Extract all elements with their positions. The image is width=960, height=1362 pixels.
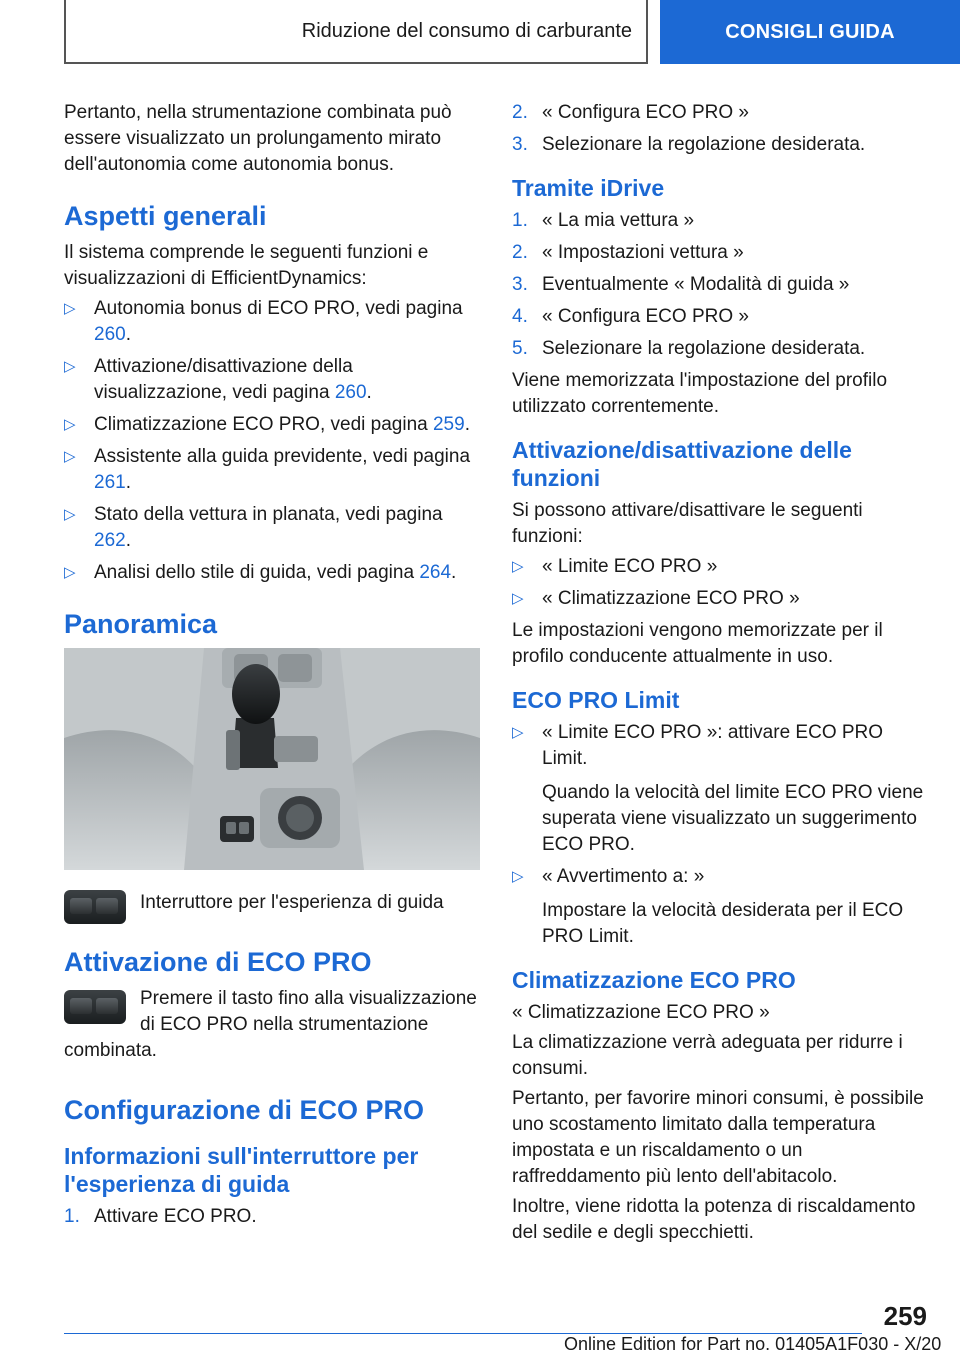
heading-tramite-idrive: Tramite iDrive (512, 175, 665, 201)
footer-edition: Online Edition for Part no. 01405A1F030 - X/20 (564, 1334, 942, 1354)
triangle-bullet-icon: ▷ (64, 358, 76, 375)
step-number: 3. (512, 274, 528, 295)
functions-list (64, 296, 480, 586)
list-item: ▷ Climatizzazione ECO PRO, vedi pagina 259. (64, 412, 480, 438)
attivazione-paragraph: Premere il tasto fino alla visualizzazione di ECO PRO nella strumentazione combinata. (64, 988, 477, 1061)
step-number: 2. (512, 242, 528, 263)
list-item-detail: Quando la velocità del limite ECO PRO viene superata viene visualizzato un suggerimento ECO PRO. (542, 782, 924, 855)
list-item: 2. « Impostazioni vettura » (512, 240, 932, 266)
clima-paragraph-2: La climatizzazione verrà adeguata per ridurre i consumi. (512, 1032, 903, 1079)
step-number: 3. (512, 134, 528, 155)
page-link[interactable]: 264 (419, 562, 452, 583)
list-item: ▷ Stato della vettura in planata, vedi pagina 262. (64, 504, 443, 551)
list-item: 2. « Configura ECO PRO » (512, 100, 932, 126)
list-item: 3. Eventualmente « Modalità di guida » (512, 272, 932, 298)
page-link[interactable]: 259 (432, 414, 465, 435)
limit-list (512, 720, 932, 950)
heading-eco-pro-limit: ECO PRO Limit (512, 687, 680, 713)
config-steps-list (64, 1204, 480, 1230)
triangle-bullet-icon: ▷ (512, 590, 524, 607)
triangle-bullet-icon: ▷ (512, 558, 524, 575)
caption-row (64, 890, 480, 924)
page-link[interactable]: 260 (94, 324, 126, 345)
triangle-bullet-icon: ▷ (64, 300, 76, 317)
page-link[interactable]: 262 (94, 530, 126, 551)
funzioni-list (512, 554, 932, 612)
list-item: 1. « La mia vettura » (512, 208, 932, 234)
list-item: 3. Selezionare la regolazione desiderata. (512, 132, 932, 158)
list-item: ▷ Autonomia bonus di ECO PRO, vedi pagina 260. (64, 298, 463, 345)
triangle-bullet-icon: ▷ (64, 416, 76, 433)
page-number: 259 (883, 1301, 927, 1331)
step-number: 2. (512, 102, 528, 123)
page-link[interactable]: 261 (94, 472, 126, 493)
page-header (64, 0, 960, 64)
step-number: 5. (512, 338, 528, 359)
attivazione-block (64, 986, 480, 1064)
list-item: ▷ « Avvertimento a: » Impostare la velocità desiderata per il ECO PRO Limit. (512, 864, 932, 950)
center-console-illustration (64, 648, 480, 870)
header-title-box (64, 0, 648, 64)
funzioni-paragraph: Si possono attivare/disattivare le seguenti funzioni: (512, 500, 863, 547)
list-item: ▷ « Climatizzazione ECO PRO » (512, 586, 932, 612)
step-number: 1. (512, 210, 528, 231)
triangle-bullet-icon: ▷ (64, 448, 76, 465)
driving-experience-switch-icon (64, 890, 126, 924)
step-number: 4. (512, 306, 528, 327)
list-item: ▷ « Limite ECO PRO » (512, 554, 932, 580)
clima-paragraph-1: « Climatizzazione ECO PRO » (512, 1002, 770, 1023)
triangle-bullet-icon: ▷ (64, 506, 76, 523)
chapter-title: Riduzione del consumo di carburante (301, 19, 632, 42)
triangle-bullet-icon: ▷ (512, 724, 524, 741)
list-item: ▷ Attivazione/disattivazione della visualizzazione, vedi pagina 260. (64, 356, 372, 403)
funzioni-note: Le impostazioni vengono memorizzate per il profilo conducente attualmente in uso. (512, 620, 883, 667)
idrive-steps-list (512, 208, 932, 362)
heading-climatizzazione: Climatizzazione ECO PRO (512, 967, 796, 993)
generali-paragraph: Il sistema comprende le seguenti funzioni e visualizzazioni di EfficientDynamics: (64, 242, 429, 289)
heading-info-interruttore: Informazioni sull'interruttore per l'esperienza di guida (64, 1143, 419, 1197)
page-link[interactable]: 260 (334, 382, 367, 403)
memorizzata-paragraph: Viene memorizzata l'impostazione del profilo utilizzato correntemente. (512, 370, 888, 417)
triangle-bullet-icon: ▷ (512, 868, 524, 885)
heading-attivazione: Attivazione di ECO PRO (64, 947, 372, 977)
heading-attivazione-funzioni: Attivazione/disattivazione delle funzioni (512, 437, 852, 491)
heading-panoramica: Panoramica (64, 609, 218, 639)
list-item: ▷ Analisi dello stile di guida, vedi pagina 264. (64, 560, 480, 586)
list-item: 5. Selezionare la regolazione desiderata. (512, 336, 932, 362)
list-item: 1. Attivare ECO PRO. (64, 1204, 480, 1230)
list-item: 4. « Configura ECO PRO » (512, 304, 932, 330)
section-tab[interactable]: CONSIGLI GUIDA (660, 0, 960, 64)
center-console-photo (64, 648, 480, 870)
clima-paragraph-4: Inoltre, viene ridotta la potenza di riscaldamento del sedile e degli specchietti. (512, 1196, 916, 1243)
list-item: ▷ « Limite ECO PRO »: attivare ECO PRO Limit. Quando la velocità del limite ECO PRO viene superata viene visualizzato un suggerimento ECO PRO. (512, 720, 932, 858)
config-steps-continued (512, 100, 932, 158)
list-item: ▷ Assistente alla guida previdente, vedi pagina 261. (64, 446, 471, 493)
clima-paragraph-3: Pertanto, per favorire minori consumi, è possibile uno scostamento limitato dalla temperatura impostata e un riscaldamento o un raffreddamento più lento dell'abitacolo. (512, 1088, 924, 1187)
list-item-detail: Impostare la velocità desiderata per il ECO PRO Limit. (542, 900, 904, 947)
photo-caption: Interruttore per l'esperienza di guida (140, 892, 444, 913)
triangle-bullet-icon: ▷ (64, 564, 76, 581)
left-column (64, 100, 480, 1236)
intro-paragraph: Pertanto, nella strumentazione combinata può essere visualizzato un prolungamento mirato dell'autonomia come autonomia bonus. (64, 102, 452, 175)
driving-experience-switch-icon (64, 990, 126, 1024)
right-column (512, 100, 932, 1250)
heading-aspetti-generali: Aspetti generali (64, 201, 267, 231)
heading-configurazione: Configurazione di ECO PRO (64, 1095, 425, 1125)
step-number: 1. (64, 1206, 80, 1227)
